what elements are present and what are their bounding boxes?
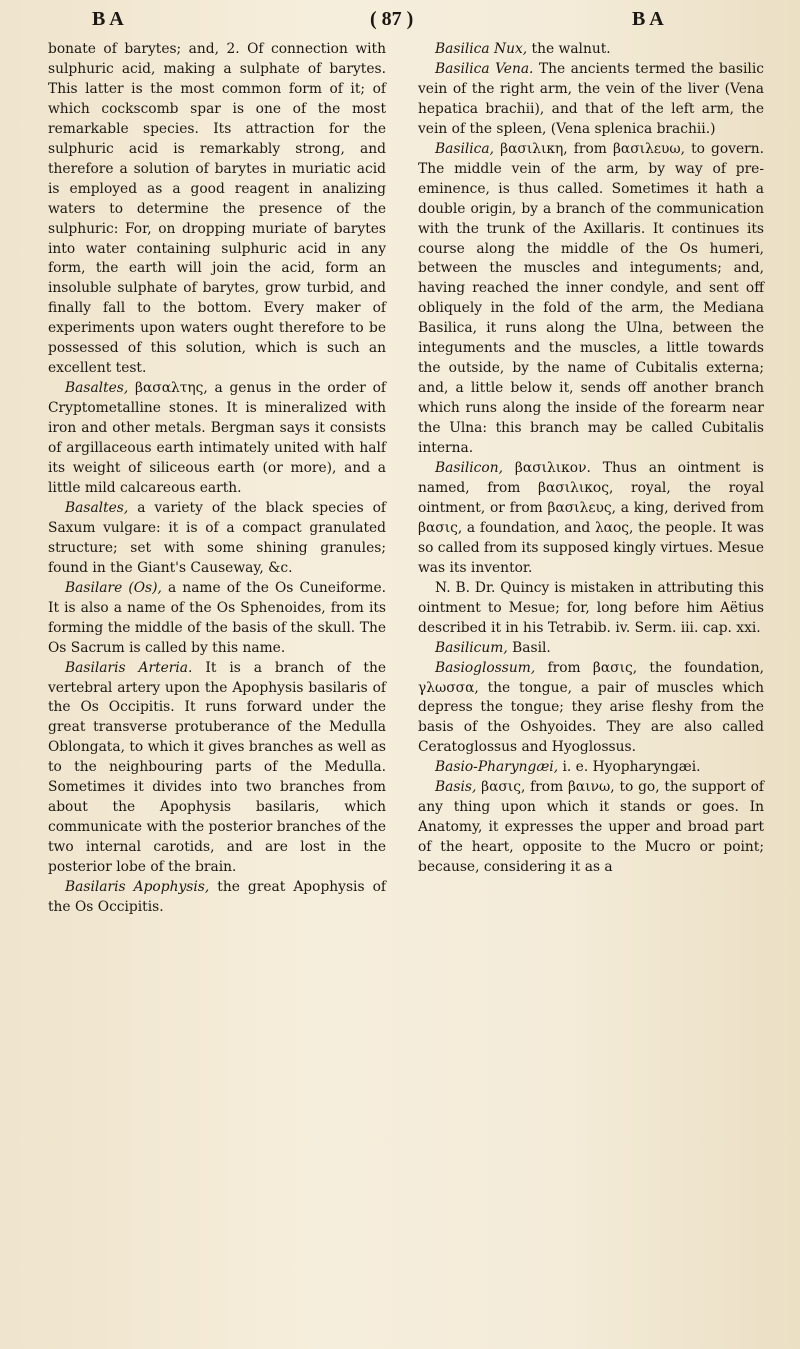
- headword: Basilaris Arteria.: [65, 659, 193, 676]
- headword: Basaltes,: [65, 380, 129, 397]
- left-column: [48, 40, 386, 918]
- headword: Basilica Nux,: [435, 41, 528, 57]
- entry-basilicum: Basilicum, Basil.: [435, 639, 551, 656]
- entry-basilica-nux: Basilica Nux, the walnut.: [435, 41, 611, 57]
- entry-basilaris-apophysis: Basilaris Apophysis, the great Apophysis of the Os Occipitis.: [48, 879, 386, 915]
- entry-basio-pharyngaei: Basio-Pharyngæi, i. e. Hyopharyngæi.: [435, 759, 701, 776]
- headword: Basis,: [435, 779, 477, 796]
- entry-nota-bene: N. B. Dr. Quincy is mistaken in attributing this ointment to Mesue; for, long before him Aëtius described it in his Tetrabib. iv. Serm. iii. cap. xxi.: [418, 579, 764, 636]
- entry-basilica-vena: Basilica Vena. The ancients termed the basilic vein of the right arm, the vein of the liver (Vena hepatica brachii), and that of the left arm, the vein of the spleen, (Vena splenica brachii.): [418, 60, 764, 137]
- entry-basilare: Basilare (Os), a name of the Os Cuneiforme. It is also a name of the Os Sphenoides, from its forming the middle of the basis of the skull. The Os Sacrum is called by this name.: [48, 579, 386, 656]
- entry-basis: Basis, βασις, from βαινω, to go, the support of any thing upon which it stands or goes. In Anatomy, it expresses the upper and broad part of the heart, opposite to the Mucro or point; because, considering it as a: [418, 779, 764, 876]
- headword: Basioglossum,: [435, 659, 536, 676]
- entry-basioglossum: Basioglossum, from βασις, the foundation, γλωσσα, the tongue, a pair of muscles which depress the tongue; they arise fleshy from the basis of the Oshyoides. They are also called Ceratoglossus and Hyoglossus.: [418, 659, 764, 756]
- entry-basaltes-variety: Basaltes, a variety of the black species of Saxum vulgare: it is of a compact granulated structure; set with some shining granules; found in the Giant's Causeway, &c.: [48, 499, 386, 576]
- right-column: [418, 40, 764, 878]
- headword: Basilica,: [435, 140, 495, 157]
- headword: Basilare (Os),: [65, 579, 162, 596]
- entry-baryte-continued: bonate of barytes; and, 2. Of connection with sulphuric acid, making a sulphate of barytes. This latter is the most common form of it; of which cockscomb spar is one of the most remarkable species. Its attraction for the sulphuric acid is remarkably strong, and therefore a solution of barytes in muriatic acid is employed as a good reagent in analizing waters to determine the presence of the sulphuric: For, on dropping muriate of barytes into water containing sulphuric acid in any form, the earth will join the acid, form an insoluble sulphate of barytes, grow turbid, and finally fall to the bottom. Every maker of experiments upon waters ought therefore to be possessed of this solution, which is such an excellent test.: [48, 41, 386, 377]
- running-head-right: B A: [632, 8, 664, 30]
- running-head-left: B A: [92, 8, 124, 30]
- entry-basilica: Basilica, βασιλικη, from βασιλευω, to govern. The middle vein of the arm, by way of pre-eminence, is thus called. Sometimes it hath a double origin, by a branch of the communication with the trunk of the Axillaris. It continues its course along the middle of the Os humeri, between the muscles and integuments; and, having reached the inner condyle, and sent off obliquely in the fold of the arm, the Mediana Basilica, it runs along the Ulna, between the integuments and the muscles, a little towards the outside, by the name of Cubitalis externa; and, a little below it, sends off another branch which runs along the inside of the forearm near the Ulna: this branch may be called Cubitalis interna.: [418, 140, 764, 457]
- headword: Basilaris Apophysis,: [65, 879, 210, 896]
- entry-basilaris-arteria: Basilaris Arteria. It is a branch of the vertebral artery upon the Apophysis basilaris of the Os Occipitis. It runs forward under the great transverse protuberance of the Medulla Oblongata, to which it gives branches as well as to the neighbouring parts of the Medulla. Sometimes it divides into two branches from about the Apophysis basilaris, which communicate with the posterior branches of the two internal carotids, and are lost in the posterior lobe of the brain.: [48, 659, 386, 876]
- headword: Basio-Pharyngæi,: [435, 759, 559, 776]
- page-number: ( 87 ): [370, 8, 414, 30]
- headword: Basilicon,: [435, 460, 503, 477]
- running-head: [0, 8, 800, 38]
- headword: Basaltes,: [65, 499, 129, 516]
- headword: Basilicum,: [435, 639, 508, 656]
- entry-basilicon: Basilicon, βασιλικον. Thus an ointment is named, from βασιλικος, royal, the royal ointment, or from βασιλευς, a king, derived from βασις, a foundation, and λαος, the people. It was so called from its supposed kingly virtues. Mesue was its inventor.: [418, 460, 764, 576]
- headword: Basilica Vena.: [435, 60, 534, 77]
- entry-basaltes-genus: Basaltes, βασαλτης, a genus in the order of Cryptometalline stones. It is mineralized with iron and other metals. Bergman says it consists of argillaceous earth intimately united with half its weight of siliceous earth (or more), and a little mild calcareous earth.: [48, 380, 386, 496]
